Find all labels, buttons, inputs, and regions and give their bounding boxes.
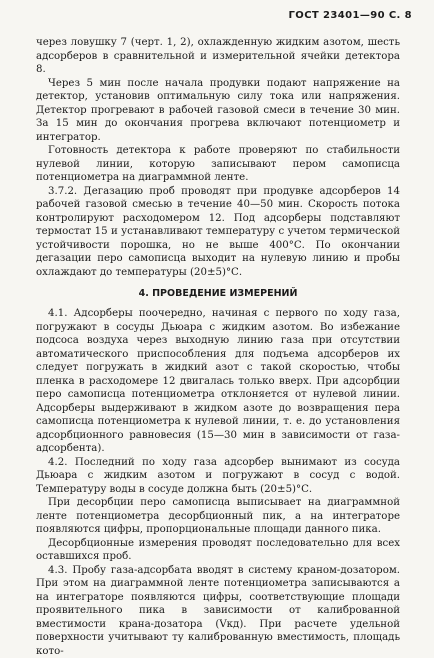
paragraph: 3.7.2. Дегазацию проб проводят при продувке адсорберов 14 рабочей газовой смесью в течение 40—50 мин. Скорость потока контролируют расходомером 12. Под адсорберы подставляют термостат 15 и устанавливают температуру с учетом термической устойчивости порошка, но не выше 400°С. По окончании дегазации перо самописца выходит на нулевую линию и пробы охлаждают до температуры (20±5)°С. — [36, 185, 400, 280]
paragraph: При десорбции перо самописца выписывает на диаграммной ленте потенциометра десорбционный пик, а на интеграторе появляются цифры, пропорциональные площади данного пика. — [36, 496, 400, 537]
paragraph: через ловушку 7 (черт. 1, 2), охлажденную жидким азотом, шесть адсорберов в сравнительной и измерительной ячейки детектора 8. — [36, 36, 400, 77]
paragraph: Готовность детектора к работе проверяют по стабильности нулевой линии, которую записывают пером самописца потенциометра на диаграммной ленте. — [36, 144, 400, 185]
paragraphs-bottom — [36, 307, 400, 658]
document-body — [36, 36, 400, 658]
paragraph: 4.2. Последний по ходу газа адсорбер вынимают из сосуда Дьюара с жидким азотом и погружают в сосуд с водой. Температуру воды в сосуде должна быть (20±5)°С. — [36, 456, 400, 497]
paragraphs-top — [36, 36, 400, 279]
paragraph: Десорбционные измерения проводят последовательно для всех оставшихся проб. — [36, 537, 400, 564]
page-header: ГОСТ 23401—90 С. 8 — [289, 10, 412, 21]
paragraph: 4.1. Адсорберы поочередно, начиная с первого по ходу газа, погружают в сосуды Дьюара с жидким азотом. Во избежание подсоса воздуха через выходную линию газа при отсутствии автоматического приспособления для подъема адсорберов их следует погружать в жидкий азот с такой скоростью, чтобы пленка в расходомере 12 двигалась только вверх. При адсорбции перо самописца потенциометра отклоняется от нулевой линии. Адсорберы выдерживают в жидком азоте до возвращения пера самописца потенциометра к нулевой линии, т. е. до установления адсорбционного равновесия (15—30 мин в зависимости от газа-адсорбента). — [36, 307, 400, 456]
paragraph: 4.3. Пробу газа-адсорбата вводят в систему краном-дозатором. При этом на диаграммной ленте потенциометра записываются а на интеграторе появляются цифры, соответствующие площади проявительного пика в зависимости от калиброванной вместимости крана-дозатора (Vкд). При расчете удельной поверхности учитывают ту калиброванную вместимость, площадь кото- — [36, 564, 400, 658]
paragraph: Через 5 мин после начала продувки подают напряжение на детектор, установив оптимальную силу тока или напряжения. Детектор прогревают в рабочей газовой смеси в течение 30 мин. За 15 мин до окончания прогрева включают потенциометр и интегратор. — [36, 77, 400, 145]
section-title: 4. ПРОВЕДЕНИЕ ИЗМЕРЕНИЙ — [36, 288, 400, 299]
